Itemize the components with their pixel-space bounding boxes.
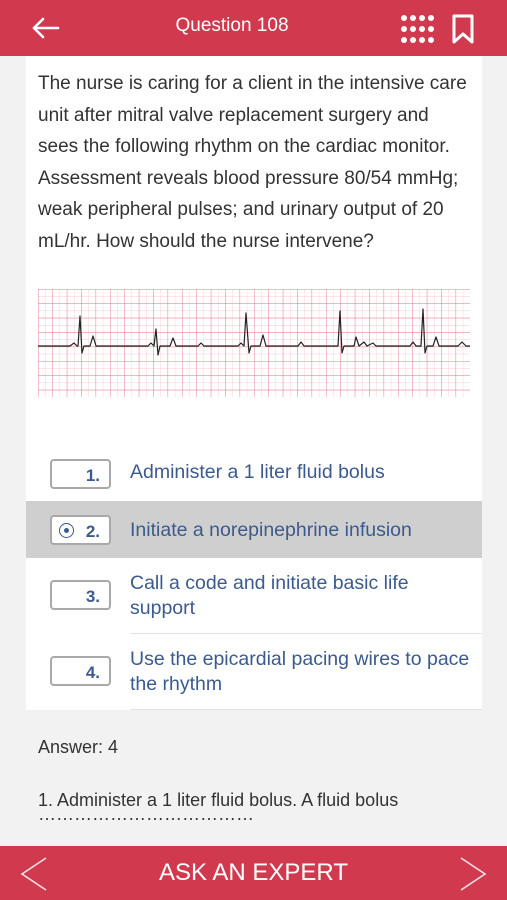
top-bar [0, 0, 507, 56]
option-text: Initiate a norepinephrine infusion [130, 519, 412, 541]
option-3[interactable] [26, 558, 482, 634]
bottom-bar [0, 846, 507, 900]
option-text: Call a code and initiate basic life support [130, 572, 409, 619]
question-card [26, 56, 482, 444]
answer-label: Answer: 4 [38, 737, 119, 757]
page-title: Question 108 [175, 15, 289, 36]
option-4[interactable] [26, 634, 482, 710]
bookmark-icon[interactable] [450, 13, 476, 45]
question-text: The nurse is caring for a client in the intensive care unit after mitral valve replacement surgery and sees the following rhythm on the cardiac monitor. Assessment reveals blood pressure 80/54 mmHg; weak peripheral pulses; and urinary output of 20 mL/hr. How should the nurse intervene? [38, 73, 467, 252]
ecg-rhythm-strip [38, 289, 470, 397]
explanation-text: 1. Administer a 1 liter fluid bolus. A fluid bolus [38, 790, 399, 810]
explanation-overflow [38, 818, 458, 828]
option-2[interactable] [26, 501, 482, 558]
option-number: 3. [85, 587, 100, 606]
chevron-right-icon[interactable] [455, 854, 493, 894]
grid-menu-icon[interactable] [400, 14, 434, 44]
option-text: Use the epicardial pacing wires to pace the rhythm [130, 648, 470, 695]
divider [130, 709, 482, 710]
option-number-box[interactable] [50, 459, 111, 489]
selected-radio-icon [59, 523, 74, 538]
option-number-box[interactable] [50, 656, 111, 686]
option-number: 1. [85, 466, 100, 485]
option-number: 2. [85, 522, 100, 541]
option-number-box[interactable] [50, 515, 111, 545]
content-area [0, 56, 507, 846]
ask-expert-button[interactable]: ASK AN EXPERT [159, 859, 348, 886]
option-1[interactable] [26, 444, 482, 501]
option-number-box[interactable] [50, 580, 111, 610]
option-number: 4. [85, 663, 100, 682]
option-text: Administer a 1 liter fluid bolus [130, 461, 385, 483]
answer-card [26, 722, 494, 846]
